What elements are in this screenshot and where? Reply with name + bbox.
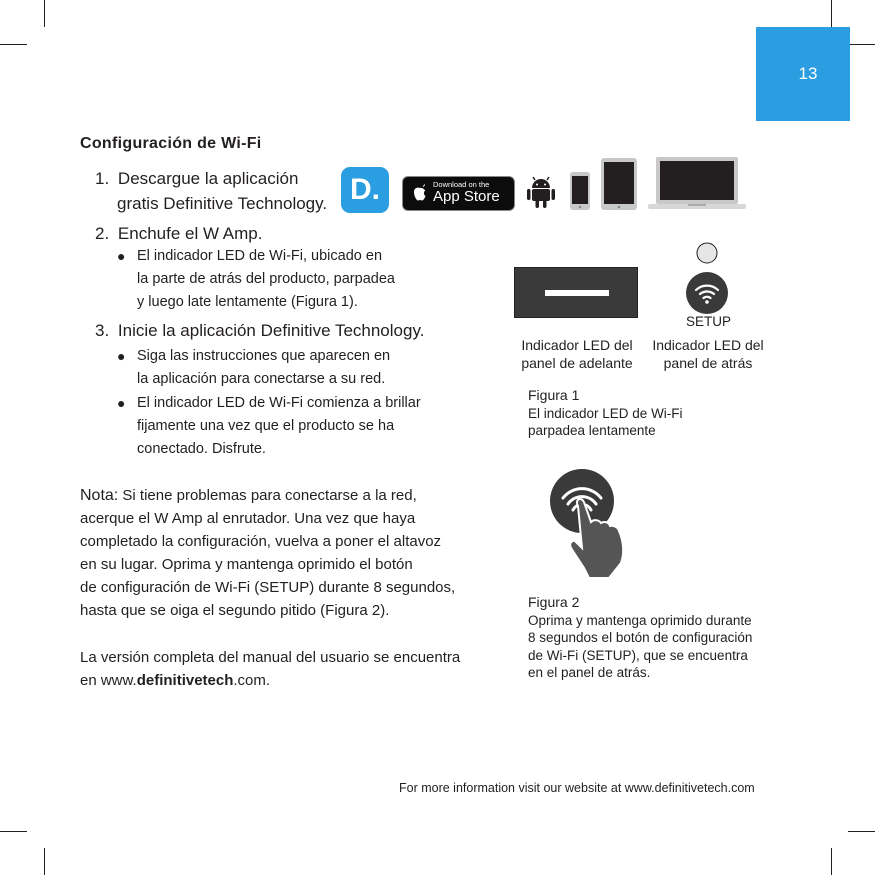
manual-paragraph — [80, 646, 480, 692]
bullet-line: Siga las instrucciones que aparecen en — [137, 348, 391, 364]
android-icon — [527, 176, 555, 208]
back-led-label — [648, 336, 768, 372]
page-number: 13 — [798, 64, 818, 83]
manual-url — [80, 669, 480, 692]
step-text: Descargue la aplicación — [117, 169, 299, 188]
app-store-small-text: Download on the — [433, 180, 490, 189]
crop-mark — [0, 831, 27, 832]
note-line: completado la configuración, vuelva a poner el altavoz — [80, 533, 442, 550]
caption-line: El indicador LED de Wi-Fi — [528, 405, 683, 421]
manual-url-brand: definitivetech — [136, 672, 234, 689]
note-paragraph — [80, 484, 480, 622]
step-1 — [95, 168, 298, 189]
page-number-tab — [756, 27, 850, 121]
note-line: hasta que se oiga el segundo pitido (Figura 2). — [80, 602, 390, 619]
crop-mark — [848, 831, 875, 832]
step-number: 3. — [95, 321, 110, 340]
app-store-badge — [402, 176, 515, 211]
step-1-line2: gratis Definitive Technology. — [117, 194, 328, 213]
label-line: Indicador LED del — [652, 337, 764, 353]
crop-mark — [44, 0, 45, 27]
crop-mark — [44, 848, 45, 875]
front-panel-graphic — [514, 267, 638, 318]
manual-line: La versión completa del manual del usuario se encuentra — [80, 649, 461, 666]
apple-icon — [412, 184, 428, 202]
bullet-line: la aplicación para conectarse a su red. — [137, 371, 386, 387]
bullet-line: y luego late lentamente (Figura 1). — [137, 294, 358, 310]
bullet-line: la parte de atrás del producto, parpadea — [137, 271, 395, 287]
figure1-caption — [528, 387, 683, 440]
step-2 — [95, 223, 263, 244]
tablet-icon — [601, 158, 637, 210]
front-led-label — [514, 336, 640, 372]
definitive-app-icon — [341, 167, 389, 213]
step-text: Inicie la aplicación Definitive Technology. — [117, 321, 425, 340]
app-icon-letter: D. — [350, 173, 380, 206]
bullet-item — [117, 245, 395, 314]
note-line: acerque el W Amp al enrutador. Una vez que haya — [80, 510, 416, 527]
phone-icon — [570, 172, 590, 210]
press-setup-button-illustration — [549, 468, 629, 578]
section-title: Configuración de Wi-Fi — [80, 135, 262, 152]
front-led-bar — [545, 290, 609, 296]
bullet-line: conectado. Disfrute. — [137, 441, 266, 457]
bullet-dot-icon: ● — [117, 248, 126, 264]
setup-label: SETUP — [686, 314, 732, 329]
app-store-big-text: App Store — [433, 188, 500, 205]
figure2-caption — [528, 594, 752, 682]
bullet-line: El indicador LED de Wi-Fi comienza a brillar — [137, 395, 421, 411]
bullet-line: fijamente una vez que el producto se ha — [137, 418, 395, 434]
figure1-title: Figura 1 — [528, 387, 580, 403]
manual-url-suffix: .com. — [233, 672, 271, 689]
crop-mark — [831, 848, 832, 875]
figure2-title: Figura 2 — [528, 594, 580, 610]
bullet-item — [117, 392, 421, 461]
label-line: Indicador LED del — [521, 337, 633, 353]
setup-button-wifi-icon — [685, 271, 729, 315]
step-3 — [95, 320, 424, 341]
crop-mark — [848, 44, 875, 45]
note-line: en su lugar. Oprima y mantenga oprimido el botón — [80, 556, 413, 573]
caption-line: Oprima y mantenga oprimido durante — [528, 612, 752, 628]
bullet-line: El indicador LED de Wi-Fi, ubicado en — [137, 248, 383, 264]
footer-text: For more information visit our website at www.definitivetech.com — [399, 781, 755, 795]
bullet-dot-icon: ● — [117, 348, 126, 364]
note-line: de configuración de Wi-Fi (SETUP) durante 8 segundos, — [80, 579, 456, 596]
label-line: panel de adelante — [521, 355, 633, 371]
bullet-item — [117, 345, 391, 391]
note-first-line — [80, 484, 480, 507]
step-number: 1. — [95, 169, 110, 188]
caption-line: 8 segundos el botón de configuración — [528, 630, 753, 645]
caption-line: en el panel de atrás. — [528, 665, 651, 680]
caption-line: parpadea lentamente — [528, 423, 656, 438]
bullet-dot-icon: ● — [117, 395, 126, 411]
laptop-icon — [648, 157, 746, 209]
crop-mark — [0, 44, 27, 45]
manual-url-prefix: en www. — [80, 672, 137, 689]
step-number: 2. — [95, 224, 110, 243]
caption-line: de Wi-Fi (SETUP), que se encuentra — [528, 647, 748, 663]
note-label: Nota: — [80, 487, 119, 504]
note-text: Si tiene problemas para conectarse a la red, — [122, 487, 417, 504]
crop-mark — [831, 0, 832, 27]
label-line: panel de atrás — [663, 355, 753, 371]
back-led-indicator — [696, 242, 718, 264]
step-text: Enchufe el W Amp. — [117, 224, 263, 243]
